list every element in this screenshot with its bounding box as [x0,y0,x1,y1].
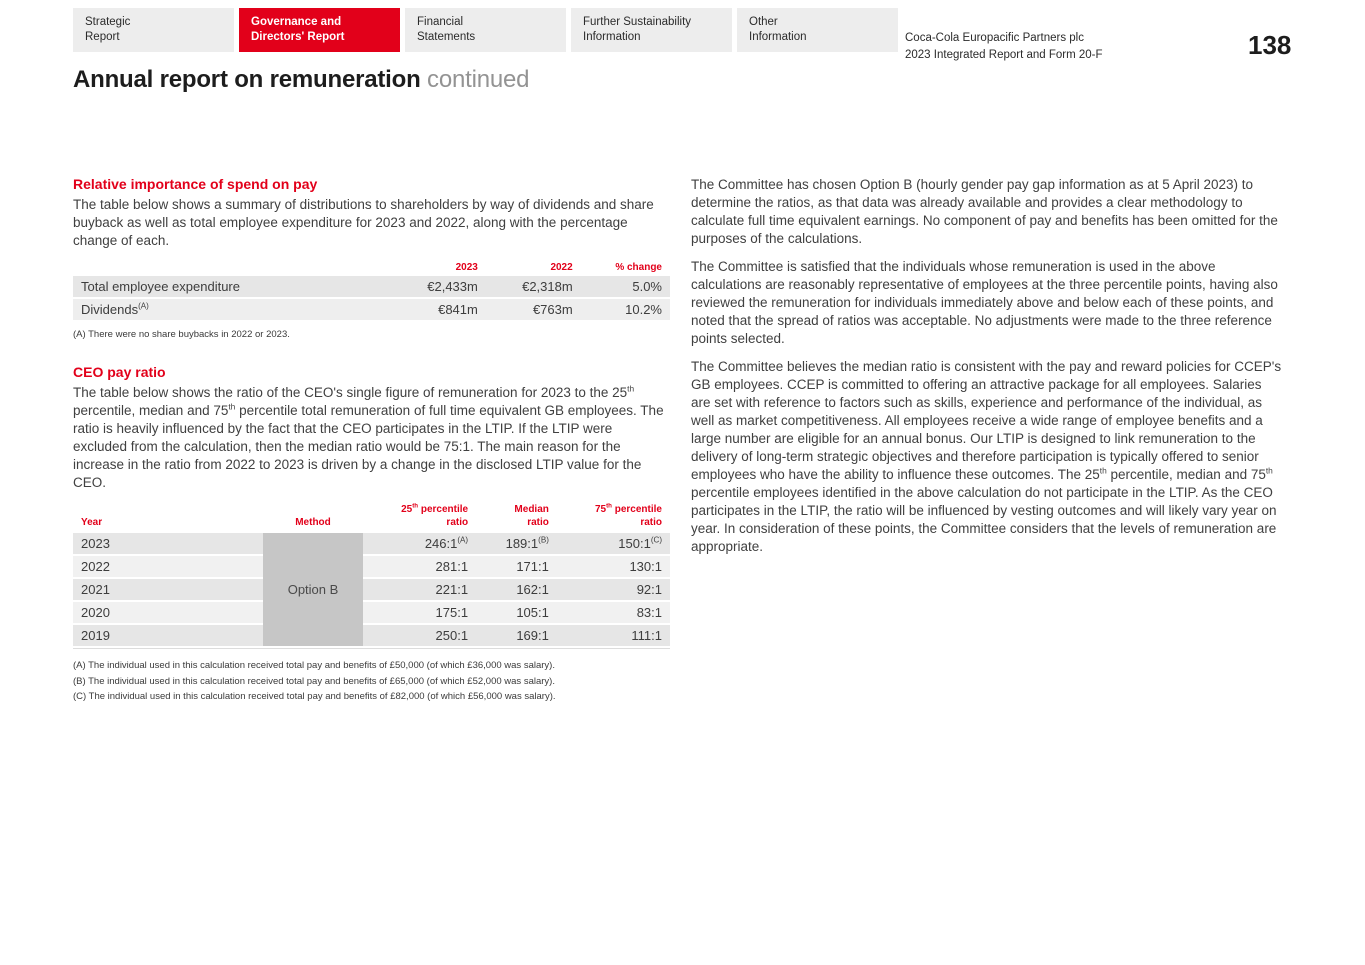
committee-satisfied-paragraph: The Committee is satisfied that the individuals whose remuneration is used in the above calculations are reasonably representative of employees at the three percentile points, having also reviewed the remuneration for individuals immediately above and below each of these points, and noted that the spread of ratios was acceptable. No adjustments were made to the three reference points selected. [691,259,1278,346]
tab-label: Directors' Report [251,31,345,44]
spend-on-pay-intro: The table below shows a summary of distributions to shareholders by way of dividends and share buyback as well as total employee expenditure for 2023 and 2022, along with the percentage change of each. [73,197,654,248]
tab-label: Statements [417,31,476,44]
ceo-pay-ratio-intro: The table below shows the ratio of the CEO's single figure of remuneration for 2023 to the 25th percentile, median and 75th percentile total remuneration of full time equivalent GB employees. The ratio is heavily influenced by the fact that the CEO participates in the LTIP. If the LTIP were excluded from the calculation, then the median ratio would be 75:1. The main reason for the increase in the ratio from 2022 to 2023 is driven by a change in the disclosed LTIP value for the CEO. [73,383,664,490]
row-label: Total employee expenditure [73,276,391,299]
report-name: 2023 Integrated Report and Form 20-F [905,49,1103,62]
year-cell: 2020 [73,602,263,625]
page-title [73,66,529,94]
tab-label: Information [749,31,807,44]
year-cell: 2021 [73,579,263,602]
table-row-2022 [73,556,670,579]
committee-believes-paragraph: The Committee believes the median ratio is consistent with the pay and reward policies for CCEP's GB employees. CCEP is committed to offering an attractive package for all employees. Salaries are set with reference to factors such as skills, experience and performance of the individual, as well as market competitiveness. All employees receive a wide range of employee benefits and a large number are eligible for an annual bonus. Our LTIP is designed to link remuneration to the delivery of long-term strategic objectives and therefore participation is typically offered to senior employees who have the ability to influence these outcomes. The 25th percentile, median and 75th percentile employees identified in the above calculation do not participate in the LTIP. As the CEO participates in the LTIP, the ratio will be influenced by vesting outcomes and will likely vary year on year. In consideration of these points, the Committee considers that the levels of remuneration are appropriate. [691,359,1282,554]
tab-strategic-report[interactable] [73,8,234,52]
table-row-2021 [73,579,670,602]
ceo-table-footnotes [73,658,670,705]
ratio-75th-cell: 92:1 [557,579,670,602]
table-header-row [73,260,670,276]
company-name: Coca-Cola Europacific Partners plc [905,32,1084,44]
tab-further-sustainability-information[interactable] [571,8,732,52]
ratio-median-cell: 162:1 [476,579,557,602]
footnote-marker: (A) [138,301,149,311]
value-2023: €2,433m [391,276,486,299]
tab-label: Financial [417,16,464,28]
ratio-75th-cell: $150:1^{(C)}$ [557,533,670,556]
col-header-percent-change: % change [615,262,662,273]
value-2022: €763m [486,299,581,322]
col-header-method: Method [295,516,331,528]
col-header-year: Year [81,516,103,528]
tab-label: Further Sustainability [583,16,692,28]
ratio-median-cell: 169:1 [476,625,557,648]
page-title-continued: continued [427,66,530,93]
ceo-pay-ratio-heading: CEO pay ratio [73,364,166,380]
footnote-marker: (A) [457,535,469,545]
ratio-75th-cell: 111:1 [557,625,670,648]
footnote-marker: (B) [538,535,549,545]
col-header-25th-percentile-ratio: 25th percentile ratio [401,502,469,528]
ratio-75th-cell: 130:1 [557,556,670,579]
company-info [905,30,1103,65]
right-column [691,176,1283,566]
table-row-2020 [73,602,670,625]
table-row [73,299,670,322]
ratio-25th-cell: 221:1 [363,579,476,602]
col-header-blank [73,260,391,276]
tab-financial-statements[interactable] [405,8,566,52]
footnote-marker: (C) [650,535,662,545]
ratio-median-cell: $189:1^{(B)}$ [476,533,557,556]
col-header-75th-percentile-ratio: 75th percentile ratio [595,502,662,528]
year-cell: 2023 [73,533,263,556]
value-2023: €841m [391,299,486,322]
value-change: 10.2% [581,299,670,322]
ratio-75th-cell: 83:1 [557,602,670,625]
page-number: 138 [1248,30,1292,60]
ratio-25th-cell: 175:1 [363,602,476,625]
footnote-b: (B) The individual used in this calculation received total pay and benefits of £65,000 (of which £52,000 was salary). [73,675,555,687]
year-cell: 2022 [73,556,263,579]
ratio-median-cell: 171:1 [476,556,557,579]
ratio-25th-cell: 281:1 [363,556,476,579]
value-2022: €2,318m [486,276,581,299]
ratio-25th-cell: 250:1 [363,625,476,648]
table-row-2019 [73,625,670,648]
col-header-2023: 2023 [455,262,478,273]
tab-label: Other [749,16,778,28]
col-header-2022: 2022 [550,262,573,273]
tab-label: Strategic [85,16,131,28]
table-header-row [73,502,670,533]
method-cell: Option B [263,533,363,648]
footnote-c: (C) The individual used in this calculation received total pay and benefits of £82,000 (of which £56,000 was salary). [73,691,556,703]
year-cell: 2019 [73,625,263,648]
table-row-2023 [73,533,670,556]
row-label: Dividends$^{(A)}$ [73,299,391,322]
tab-label: Information [583,31,641,44]
page-title-main: Annual report on remuneration [73,66,421,93]
committee-option-b-paragraph: The Committee has chosen Option B (hourly gender pay gap information as at 5 April 2023) to determine the ratios, as that data was already available and provides a clear methodology to calculate full time equivalent earnings. No component of pay and benefits has been omitted for the purposes of the calculations. [691,177,1278,246]
tab-label: Governance and [251,16,342,28]
tab-label: Report [85,31,120,44]
table-row [73,276,670,299]
spend-on-pay-table [73,260,670,322]
tab-governance-directors-report[interactable] [239,8,400,52]
col-header-median-ratio: Median ratio [514,504,549,528]
footnote-a: (A) The individual used in this calculation received total pay and benefits of £50,000 (of which £36,000 was salary). [73,660,555,671]
ratio-25th-cell: $246:1^{(A)}$ [363,533,476,556]
ratio-median-cell: 105:1 [476,602,557,625]
spend-on-pay-heading: Relative importance of spend on pay [73,176,318,192]
value-change: 5.0% [581,276,670,299]
left-column [73,176,670,705]
tab-other-information[interactable] [737,8,898,52]
spend-table-footnote: (A) There were no share buybacks in 2022 or 2023. [73,329,290,340]
section-tab-bar [73,8,898,52]
ceo-pay-ratio-table [73,502,670,649]
